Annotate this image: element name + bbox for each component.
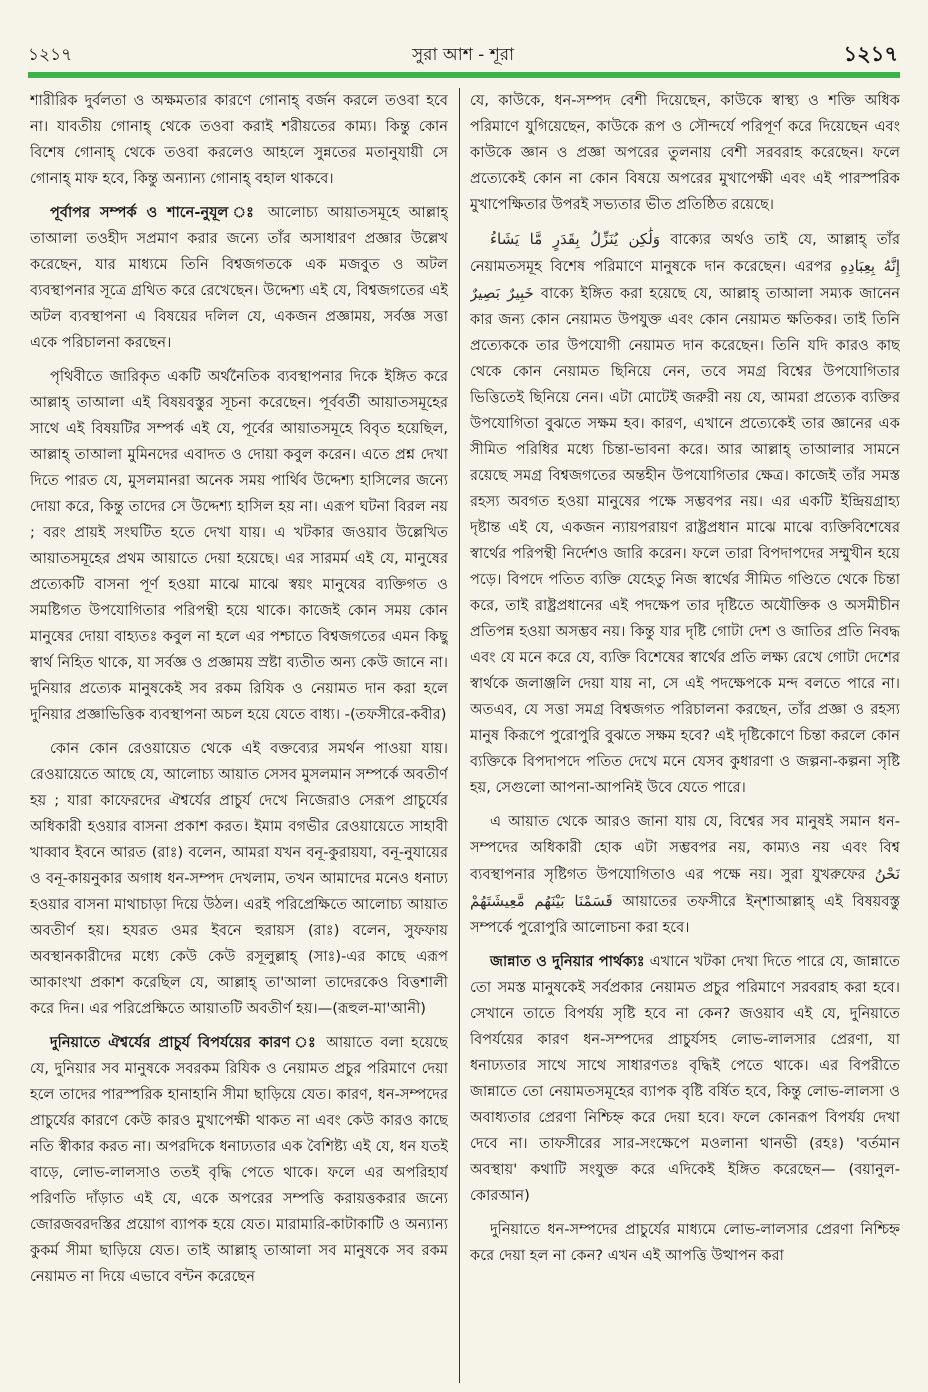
paragraph-text: আলোচ্য আয়াতসমূহে আল্লাহ্ তাআলা তওহীদ সপ্রমাণ করার জন্যে তাঁর অসাধারণ প্রজ্ঞার উল্লেখ করেছেন, যার মাধ্যমে তিনি বিশ্বজগতকে এক মজবুত ও অটল ব্যবস্থাপনার সূত্রে গ্রথিত করে রেখেছেন। উদ্দেশ্য এই যে, বিশ্বজগতের এই অটল ব্যবস্থাপনা এ বিষয়ের দলিল যে, একজন প্রজ্ঞাময়, সর্বজ্ঞ সত্তা একে পরিচালনা করছেন। — [30, 204, 448, 351]
paragraph-text: বাক্যের অর্থও তাই যে, আল্লাহ্ তাঁর নেয়ামতসমূহ বিশেষ পরিমাণে মানুষকে দান করেছেন। এরপর — [470, 231, 900, 275]
arabic-quote: نَحْنُ قَسَمْنَا بَيْنَهُم مَّعِيشَتَهُمْ — [470, 865, 900, 910]
header-rule — [28, 72, 900, 78]
paragraph-text: আয়াতের তফসীরে ইন্শাআল্লাহ্ এই বিষয়বস্তু সম্পর্কে পুরোপুরি আলোচনা করা হবে। — [470, 893, 900, 936]
paragraph — [470, 226, 900, 801]
right-column — [470, 88, 900, 1388]
left-column — [30, 88, 448, 1388]
paragraph: পৃথিবীতে জারিকৃত একটি অর্থনৈতিক ব্যবস্থাপনার দিকে ইঙ্গিত করে আল্লাহ্ তাআলা এই বিষয়বস্তুর সূচনা করেছেন। পূর্ববর্তী আয়াতসমূহের সাথে এই বিষয়টির সম্পর্ক এই যে, পূর্বের আয়াতসমূহে বিবৃত হয়েছিল, আল্লাহ্ তাআলা মুমিনদের এবাদত ও দোয়া কবুল করেন। এতে প্রশ্ন দেখা দিতে পারত যে, মুসলমানরা অনেক সময় পার্থিব উদ্দেশ্য হাসিলের জন্যে দোয়া করে, কিন্তু তাদের সে উদ্দেশ্য হাসিল হয় না। এরূপ ঘটনা বিরল নয় ; বরং প্রায়ই সংঘটিত হতে দেখা যায়। এ খটকার জওয়াব উল্লেখিত আয়াতসমূহের প্রথম আয়াতে দেয়া হয়েছে। এর সারমর্ম এই যে, মানুষের প্রত্যেকটি বাসনা পূর্ণ হওয়া মাঝে মাঝে স্বয়ং মানুষের ব্যক্তিগত ও সমষ্টিগত উপযোগিতার পরিপন্থী হয়ে থাকে। কাজেই কোন সময় কোন মানুষের দোয়া বাহ্যতঃ কবুল না হলে এর পশ্চাতে বিশ্বজগতের এমন কিছু স্বার্থ নিহিত থাকে, যা সর্বজ্ঞ ও প্রজ্ঞাময় স্রষ্টা ব্যতীত অন্য কেউ জানে না। দুনিয়ার প্রত্যেক মানুষকেই সব রকম রিযিক ও নেয়ামত দান করা হলে দুনিয়ার প্রজ্ঞাভিত্তিক ব্যবস্থাপনা অচল হয়ে যেতে বাধ্য। -(তফসীরে-কবীর) — [30, 368, 448, 723]
paragraph-text: এ আয়াত থেকে আরও জানা যায় যে, বিশ্বের সব মানুষই সমান ধন-সম্পদের অধিকারী হোক এটা সম্ভবপর নয়, কাম্যও নয় এবং বিশ্ব ব্যবস্থাপনার সৃষ্টিগত উপযোগিতাও এর পক্ষে নয়। সুরা যুখরুফের — [470, 813, 900, 883]
paragraph: কোন কোন রেওয়ায়েত থেকে এই বক্তব্যের সমর্থন পাওয়া যায়। রেওয়ায়েতে আছে যে, আলোচ্য আয়াত সেসব মুসলমান সম্পর্কে অবতীর্ণ হয় ; যারা কাফেরদের ঐশ্বর্যের প্রাচুর্য দেখে নিজেরাও সেরূপ প্রাচুর্যের অধিকারী হওয়ার বাসনা প্রকাশ করত। ইমাম বগভীর রেওয়ায়েতে সাহাবী খাব্বাব ইবনে আরত (রাঃ) বলেন, আমরা যখন বনূ-কুরায়যা, বনূ-নুযায়ের ও বনূ-কায়নুকার অগাধ ধন-সম্পদ দেখলাম, তখন আমাদের মনেও ধনাঢ্য হওয়ার বাসনা মাথাচাড়া দিয়ে উঠল। এরই পরিপ্রেক্ষিতে আলোচ্য আয়াত অবতীর্ণ হয়। হযরত ওমর ইবনে হুরায়স (রাঃ) বলেন, সুফফায় অবস্থানকারীদের মধ্যে কেউ কেউ রসূলুল্লাহ্ (সাঃ)-এর কাছে এরূপ আকাংখা প্রকাশ করেছিল যে, আল্লাহ্ তা'আলা তাদেরকেও বিত্তশালী করে দিন। এর পরিপ্রেক্ষিতে আয়াতটি অবতীর্ণ হয়।—(রূহুল-মা'আনী) — [30, 740, 448, 1017]
paragraph: যে, কাউকে, ধন-সম্পদ বেশী দিয়েছেন, কাউকে স্বাস্থ্য ও শক্তি অধিক পরিমাণে যুগিয়েছেন, কাউকে রূপ ও সৌন্দর্যে পরিপূর্ণ করে দিয়েছেন এবং কাউকে জ্ঞান ও প্রজ্ঞা অপরের তুলনায় বেশী সরবরাহ করেছেন। ফলে প্রত্যেকেই কোন না কোন বিষয়ে অপরের মুখাপেক্ষী এবং এই পারস্পরিক মুখাপেক্ষিতার উপরই সভ্যতার ভীত প্রতিষ্ঠিত রয়েছে। — [470, 92, 900, 213]
section-heading: পূর্বাপর সম্পর্ক ও শানে-নুযূল ঃ — [50, 204, 259, 221]
arabic-quote: إِنَّهُ بِعِبَادِهِ خَبِيرٌ بَصِيرٌ — [470, 257, 900, 302]
paragraph — [30, 200, 448, 356]
right-page-number: ১২১৭ — [843, 42, 898, 66]
column-divider — [459, 88, 460, 1383]
section-heading: জান্নাত ও দুনিয়ার পার্থক্যঃ — [490, 953, 645, 970]
paragraph-text: বাক্যে ইঙ্গিত করা হয়েছে যে, আল্লাহ্ তাআলা সম্যক জানেন কার জন্য কোন নেয়ামত উপযুক্ত এবং কোন নেয়ামত ক্ষতিকর। তাই তিনি প্রত্যেককে তার উপযোগী নেয়ামত দান করেছেন। তিনি যদি কারও কাছ থেকে কোন নেয়ামত ছিনিয়ে নেন, তবে সমগ্র বিশ্বের উপযোগিতার ভিত্তিতেই ছিনিয়ে নেন। এটা মোটেই জরুরী নয় যে, আমরা প্রত্যেক ব্যক্তির উপযোগিতা বুঝতে সক্ষম হব। কারণ, এখানে প্রত্যেকেই তার জ্ঞানের এক সীমিত পরিধির মধ্যে চিন্তা-ভাবনা করে। আর আল্লাহ্ তাআলার সামনে রয়েছে সমগ্র বিশ্বজগতের অন্তহীন উপযোগিতার ক্ষেত্র। কাজেই তাঁর সমস্ত রহস্য অবগত হওয়া মানুষের পক্ষে সম্ভবপর নয়। এর একটি ইন্দ্রিয়গ্রাহ্য দৃষ্টান্ত এই যে, একজন ন্যায়পরায়ণ রাষ্ট্রপ্রধান মাঝে মাঝে ব্যক্তিবিশেষের স্বার্থের পরিপন্থী নির্দেশও জারি করেন। ফলে তারা বিপদাপদের সম্মুখীন হয়ে পড়ে। বিপদে পতিত ব্যক্তি যেহেতু নিজ স্বার্থের সীমিত গণ্ডিতে থেকে চিন্তা করে, তাই রাষ্ট্রপ্রধানের এই পদক্ষেপ তার দৃষ্টিতে অযৌক্তিক ও অসমীচীন প্রতিপন্ন হওয়া অসম্ভব নয়। কিন্তু যার দৃষ্টি গোটা দেশ ও জাতির প্রতি নিবদ্ধ এবং যে মনে করে যে, ব্যক্তি বিশেষের স্বার্থের প্রতি লক্ষ্য রেখে গোটা দেশের স্বার্থকে জলাঞ্জলি দেয়া যায় না, সে এই পদক্ষেপকে মন্দ বলতে পারে না। অতএব, যে সত্তা সমগ্র বিশ্বজগত পরিচালনা করছেন, তাঁর প্রজ্ঞা ও রহস্য মানুষ কিরূপে পুরোপুরি বুঝতে সক্ষম হবে? এই দৃষ্টিকোণে চিন্তা করলে কোন ব্যক্তিকে বিপদাপদে পতিত দেখে মনে যেসব কুধারণা ও জল্পনা-কল্পনা সৃষ্টি হয়, সেগুলো আপনা-আপনিই উবে যেতে পারে। — [470, 285, 900, 796]
paragraph: শারীরিক দুর্বলতা ও অক্ষমতার কারণে গোনাহ্ বর্জন করলে তওবা হবে না। যাবতীয় গোনাহ্ থেকে তওবা করাই শরীয়তের কাম্য। কিন্তু কোন বিশেষ গোনাহ্ থেকে তওবা করলেও আহলে সুন্নতের মতানুযায়ী সে গোনাহ্ মাফ হবে, কিন্তু অন্যান্য গোনাহ্ বহাল থাকবে। — [30, 92, 448, 187]
paragraph — [470, 949, 900, 1209]
arabic-quote: وَلَٰكِن يُنَزِّلُ بِقَدَرٍ مَّا يَشَاءُ — [490, 230, 661, 248]
section-heading: দুনিয়াতে ঐশ্বর্যের প্রাচুর্য বিপর্যয়ের কারণ ঃ — [50, 1034, 319, 1051]
paragraph — [470, 809, 900, 941]
page-header — [28, 38, 898, 68]
paragraph: দুনিয়াতে ধন-সম্পদের প্রাচুর্যের মাধ্যমে লোভ-লালসার প্রেরণা নিশ্চিহ্ন করে দেয়া হল না কেন? এখন এই আপত্তি উত্থাপন করা — [470, 1221, 900, 1264]
left-page-number: ১২১৭ — [28, 45, 73, 65]
paragraph-text: আয়াতে বলা হয়েছে যে, দুনিয়ার সব মানুষকে সবরকম রিযিক ও নেয়ামত প্রচুর পরিমাণে দেয়া হলে তাদের পারস্পরিক হানাহানি সীমা ছাড়িয়ে যেত। কারণ, ধন-সম্পদের প্রাচুর্যের কারণে কেউ কারও মুখাপেক্ষী থাকত না এবং কেউ কারও কাছে নতি স্বীকার করত না। অপরদিকে ধনাঢ্যতার এক বৈশিষ্ট্য এই যে, ধন যতই বাড়ে, লোভ-লালসাও ততই বৃদ্ধি পেতে থাকে। ফলে এর অপরিহার্য পরিণতি দাঁড়াত এই যে, একে অপরের সম্পত্তি করায়ত্তকরার জন্যে জোরজবরদস্তির প্রয়োগ ব্যাপক হয়ে যেত। মারামারি-কাটাকাটি ও অন্যান্য কুকর্ম সীমা ছাড়িয়ে যেত। তাই আল্লাহ্ তাআলা সব মানুষকে সব রকম নেয়ামত না দিয়ে এভাবে বন্টন করেছেন — [30, 1034, 448, 1285]
running-title: সুরা আশ - শূরা — [411, 45, 515, 65]
paragraph-text: এখানে খটকা দেখা দিতে পারে যে, জান্নাতে তো সমস্ত মানুষকেই সর্বপ্রকার নেয়ামত প্রচুর পরিমাণে সরবরাহ করা হবে। সেখানে তাতে বিপর্যয় সৃষ্টি হবে না কেন? জওয়াব এই যে, দুনিয়াতে বিপর্যয়ের কারণ ধন-সম্পদের প্রাচুর্যসহ লোভ-লালসার প্রেরণা, যা ধনাঢ্যতার সাথে সাথে সাধারণতঃ বৃদ্ধিই পেতে থাকে। এর বিপরীতে জান্নাতে তো নেয়ামতসমূহের ব্যাপক বৃষ্টি বর্ষিত হবে, কিন্তু লোভ-লালসা ও অবাধ্যতার প্রেরণা নিশ্চিহ্ন করে দেয়া হবে। ফলে কোনরূপ বিপর্যয় দেখা দেবে না। তাফসীরের সার-সংক্ষেপে মওলানা থানভী (রহঃ) 'বর্তমান অবস্থায়' কথাটি সংযুক্ত করে এদিকেই ইঙ্গিত করেছেন— (বয়ানুল-কোরআন) — [470, 953, 900, 1204]
paragraph — [30, 1030, 448, 1290]
